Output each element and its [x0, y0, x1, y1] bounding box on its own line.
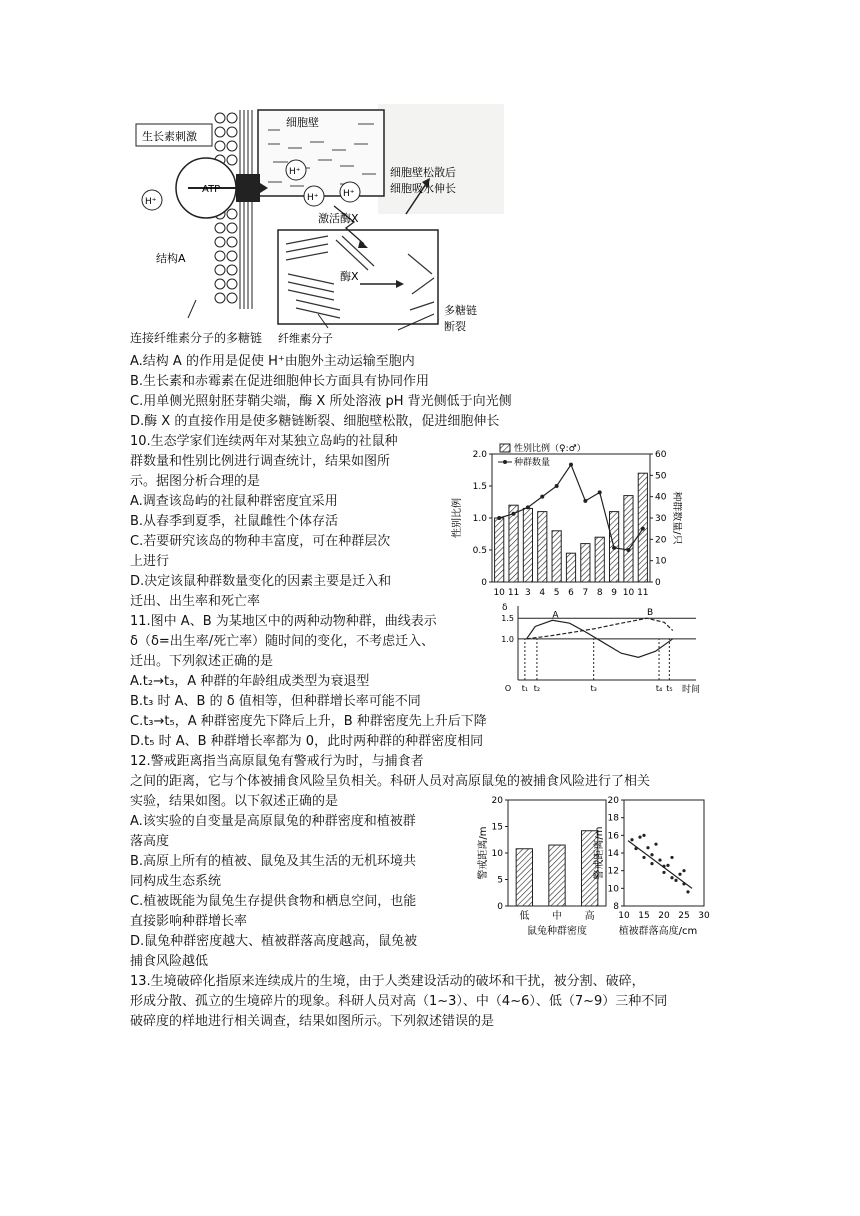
point-population [569, 463, 573, 467]
x-tick-label: 7 [582, 588, 589, 598]
enzyme-x-label: 酶X [340, 270, 359, 283]
x-tick-label: O [504, 684, 512, 693]
x-tick-label: t₂ [533, 684, 541, 693]
connecting-chain-label: 连接纤维素分子的多糖链 [130, 331, 263, 345]
y-tick-label: 16 [607, 831, 619, 842]
q9-option-d: D.酶 X 的直接作用是使多糖链断裂、细胞壁松散，促进细胞伸长 [130, 414, 500, 429]
chart-delta-curves [494, 602, 714, 694]
y-tick-label: 1.5 [501, 614, 514, 624]
structure-a-label: 结构A [156, 252, 186, 265]
scatter-point [674, 879, 677, 882]
chain-break-label-2: 断裂 [444, 320, 466, 333]
x-tick-label: 8 [596, 588, 603, 598]
q11-line: 迁出。下列叙述正确的是 [130, 654, 274, 669]
x-tick-label: 10 [493, 588, 505, 598]
scatter-point [682, 882, 685, 885]
y-tick-label-left: 0.5 [472, 546, 487, 556]
point-population [497, 516, 501, 520]
scatter-point [646, 846, 649, 849]
y-tick-label: 5 [497, 875, 503, 886]
q12-option-c-cont: 直接影响种群增长率 [130, 914, 248, 929]
h-plus-label: H⁺ [145, 197, 157, 207]
q13-line: 13.生境破碎化指原来连续成片的生境，由于人类建设活动的破坏和干扰，被分割、破碎， [130, 974, 645, 989]
q10-line: 10.生态学家们连续两年对某独立岛屿的社鼠种 [130, 434, 398, 449]
x-tick-label: 3 [525, 588, 531, 598]
y-tick-label-left: 2.0 [472, 450, 487, 460]
bar-sex-ratio [523, 508, 532, 582]
bar-sex-ratio [595, 537, 604, 582]
q10-option-a: A.调查该岛屿的社鼠种群密度宜采用 [130, 494, 338, 509]
h-plus-label: H⁺ [343, 189, 355, 199]
bar-vigilance [516, 849, 532, 906]
q12-option-d: D.鼠兔种群密度越大、植被群落高度越高，鼠兔被 [130, 934, 418, 949]
point-population [526, 505, 530, 509]
y-axis-label-right: 种群数量/只 [671, 491, 682, 545]
point-population [512, 512, 516, 516]
plot-frame [624, 800, 704, 906]
point-population [555, 484, 559, 488]
q12-option-a-cont: 落高度 [130, 834, 170, 849]
x-axis-label: 时间 [682, 685, 701, 694]
x-tick-label: 10 [622, 588, 635, 598]
q10-line: 群数量和性别比例进行调查统计，结果如图所 [130, 454, 391, 469]
bar-sex-ratio [552, 531, 561, 582]
q10-option-c: C.若要研究该岛的物种丰富度，可在种群层次 [130, 534, 391, 549]
q10-option-c-cont: 上进行 [130, 554, 170, 569]
legend-label-sex-ratio: 性别比例（♀:♂） [514, 444, 586, 454]
x-tick-label: 11 [507, 588, 520, 598]
legend-label-population: 种群数量 [514, 458, 551, 468]
x-tick-label: t₃ [590, 684, 597, 693]
x-tick-label: 高 [584, 911, 595, 922]
scatter-point [662, 865, 665, 868]
curve-label-A: A [552, 610, 559, 621]
q12-option-b: B.高原上所有的植被、鼠兔及其生活的无机环境共 [130, 854, 417, 869]
bar-vigilance [549, 845, 565, 906]
q10-line: 示。据图分析合理的是 [130, 474, 261, 489]
bar-sex-ratio [566, 553, 575, 582]
legend-swatch-sex-ratio [500, 444, 510, 452]
q13-line: 形成分散、孤立的生境碎片的现象。科研人员对高（1~3）、中（4~6）、低（7~9）三种不同 [130, 994, 668, 1009]
cell-wall-diagram [128, 104, 504, 352]
y-tick-label: 8 [613, 902, 619, 912]
scatter-point [666, 864, 669, 867]
q11-line: δ（δ=出生率/死亡率）随时间的变化，不考虑迁入、 [130, 634, 435, 649]
y-tick-label-right: 40 [655, 492, 667, 503]
x-tick-label: 9 [611, 588, 617, 598]
x-tick-label: 中 [552, 911, 562, 922]
scatter-point [630, 838, 633, 841]
point-population [583, 499, 587, 503]
q11-line: 11.图中 A、B 为某地区中的两种动物种群，曲线表示 [130, 614, 437, 629]
bar-sex-ratio [581, 544, 590, 582]
bar-sex-ratio [624, 496, 633, 582]
cellulose-label: 纤维素分子 [278, 332, 333, 345]
growth-hormone-label: 生长素刺激 [142, 130, 197, 143]
bar-sex-ratio [495, 518, 504, 582]
q12-line: 之间的距离，它与个体被捕食风险呈负相关。科研人员对高原鼠兔的被捕食风险进行了相关 [130, 774, 651, 789]
x-axis-label: 鼠兔种群密度 [527, 926, 587, 937]
h-plus-label: H⁺ [307, 193, 319, 203]
q9-option-a: A.结构 A 的作用是促使 H⁺由胞外主动运输至胞内 [130, 354, 415, 369]
y-tick-label: 14 [607, 849, 619, 859]
y-tick-label-left: 1.5 [472, 482, 487, 492]
x-tick-label: t₁ [521, 684, 529, 693]
q11-option-b: B.t₃ 时 A、B 的 δ 值相等，但种群增长率可能不同 [130, 694, 421, 709]
y-axis-label: δ [502, 603, 508, 613]
q10-option-d: D.决定该鼠种群数量变化的因素主要是迁入和 [130, 574, 392, 589]
y-tick-label-right: 20 [655, 535, 667, 546]
q11-option-d: D.t₅ 时 A、B 种群增长率都为 0，此时两种群的种群密度相同 [130, 734, 484, 749]
q12-option-d-cont: 捕食风险越低 [130, 954, 209, 969]
wall-loosen-label-2: 细胞吸水伸长 [390, 182, 456, 195]
scatter-point [642, 834, 645, 837]
q9-option-c: C.用单侧光照射胚芽鞘尖端，酶 X 所处溶液 pH 背光侧低于向光侧 [130, 394, 512, 409]
q12-line: 实验，结果如图。以下叙述正确的是 [130, 794, 339, 809]
y-axis-label: 警戒距离/m [478, 826, 489, 880]
scatter-point [654, 843, 657, 846]
wall-loosen-label-1: 细胞壁松散后 [390, 166, 456, 179]
point-population [612, 546, 616, 550]
line-population [499, 465, 643, 550]
y-tick-label-right: 50 [655, 471, 667, 482]
y-tick-label-right: 60 [655, 450, 667, 460]
scatter-point [678, 873, 681, 876]
scatter-point [682, 869, 685, 872]
x-tick-label: 6 [568, 588, 574, 598]
chart-vigilance-height [590, 790, 724, 940]
x-tick-label: t₄ [655, 684, 663, 693]
y-tick-label: 10 [607, 884, 619, 895]
y-tick-label-right: 10 [655, 556, 667, 567]
x-tick-label: 15 [638, 911, 650, 921]
scatter-point [658, 858, 661, 861]
scatter-point [662, 871, 665, 874]
h-plus-label: H⁺ [289, 167, 301, 177]
x-axis-label: 植被群落高度/cm [618, 926, 698, 937]
x-tick-label: 30 [698, 911, 710, 921]
scatter-point [650, 853, 653, 856]
x-tick-label: 4 [539, 588, 546, 598]
scatter-point [642, 856, 645, 859]
y-tick-label-right: 0 [655, 578, 661, 588]
y-tick-label: 20 [491, 796, 503, 806]
y-tick-label: 1.0 [501, 634, 514, 644]
scatter-point [670, 876, 673, 879]
x-tick-label: 低 [519, 911, 530, 922]
chain-break-label-1: 多糖链 [444, 304, 477, 317]
scatter-point [686, 890, 689, 893]
y-tick-label: 10 [491, 849, 503, 859]
y-axis-label-left: 性别比例 [452, 498, 463, 538]
q12-option-b-cont: 同构成生态系统 [130, 874, 222, 889]
activate-enzyme-label: 激活酶X [318, 212, 359, 225]
q11-option-a: A.t₂→t₃，A 种群的年龄组成类型为衰退型 [130, 674, 370, 689]
y-tick-label-left: 1.0 [472, 514, 487, 524]
q12-option-a: A.该实验的自变量是高原鼠兔的种群密度和植被群 [130, 814, 416, 829]
atp-label: ATP [202, 184, 221, 195]
scatter-point [634, 847, 637, 850]
scatter-point [650, 862, 653, 865]
y-axis-label: 警戒距离/m [594, 826, 605, 880]
chart-sex-ratio-population [446, 440, 682, 610]
y-tick-label: 20 [607, 796, 619, 806]
point-population [598, 490, 602, 494]
x-tick-label: t₅ [666, 684, 673, 693]
bar-sex-ratio [538, 512, 547, 582]
scatter-point [638, 836, 641, 839]
y-tick-label-right: 30 [655, 514, 667, 524]
cell-wall-label: 细胞壁 [286, 116, 319, 129]
x-tick-label: 5 [553, 588, 560, 598]
trend-line [628, 841, 692, 889]
legend-swatch-population-point [503, 460, 507, 464]
scatter-point [670, 856, 673, 859]
y-tick-label: 15 [491, 822, 503, 833]
y-tick-label: 12 [607, 866, 619, 877]
curve-label-B: B [647, 608, 654, 619]
point-population [641, 527, 645, 531]
q12-option-c: C.植被既能为鼠兔生存提供食物和栖息空间，也能 [130, 894, 417, 909]
q9-option-b: B.生长素和赤霉素在促进细胞伸长方面具有协同作用 [130, 374, 430, 389]
x-tick-label: 25 [678, 911, 690, 921]
point-population [626, 548, 630, 552]
y-tick-label: 0 [497, 902, 503, 912]
x-tick-label: 10 [618, 911, 630, 921]
q12-line: 12.警戒距离指当高原鼠兔有警戒行为时，与捕食者 [130, 754, 424, 769]
q13-line: 破碎度的样地进行相关调查，结果如图所示。下列叙述错误的是 [130, 1014, 495, 1029]
q11-option-c: C.t₃→t₅，A 种群密度先下降后上升，B 种群密度先上升后下降 [130, 714, 487, 729]
x-tick-label: 11 [637, 588, 649, 598]
point-population [540, 495, 544, 499]
x-tick-label: 20 [658, 911, 670, 921]
q10-option-d-cont: 迁出、出生率和死亡率 [130, 594, 261, 609]
bar-sex-ratio [509, 505, 518, 582]
y-tick-label: 18 [607, 813, 619, 824]
q10-option-b: B.从春季到夏季，社鼠雌性个体存活 [130, 514, 339, 529]
y-tick-label-left: 0 [481, 578, 487, 588]
